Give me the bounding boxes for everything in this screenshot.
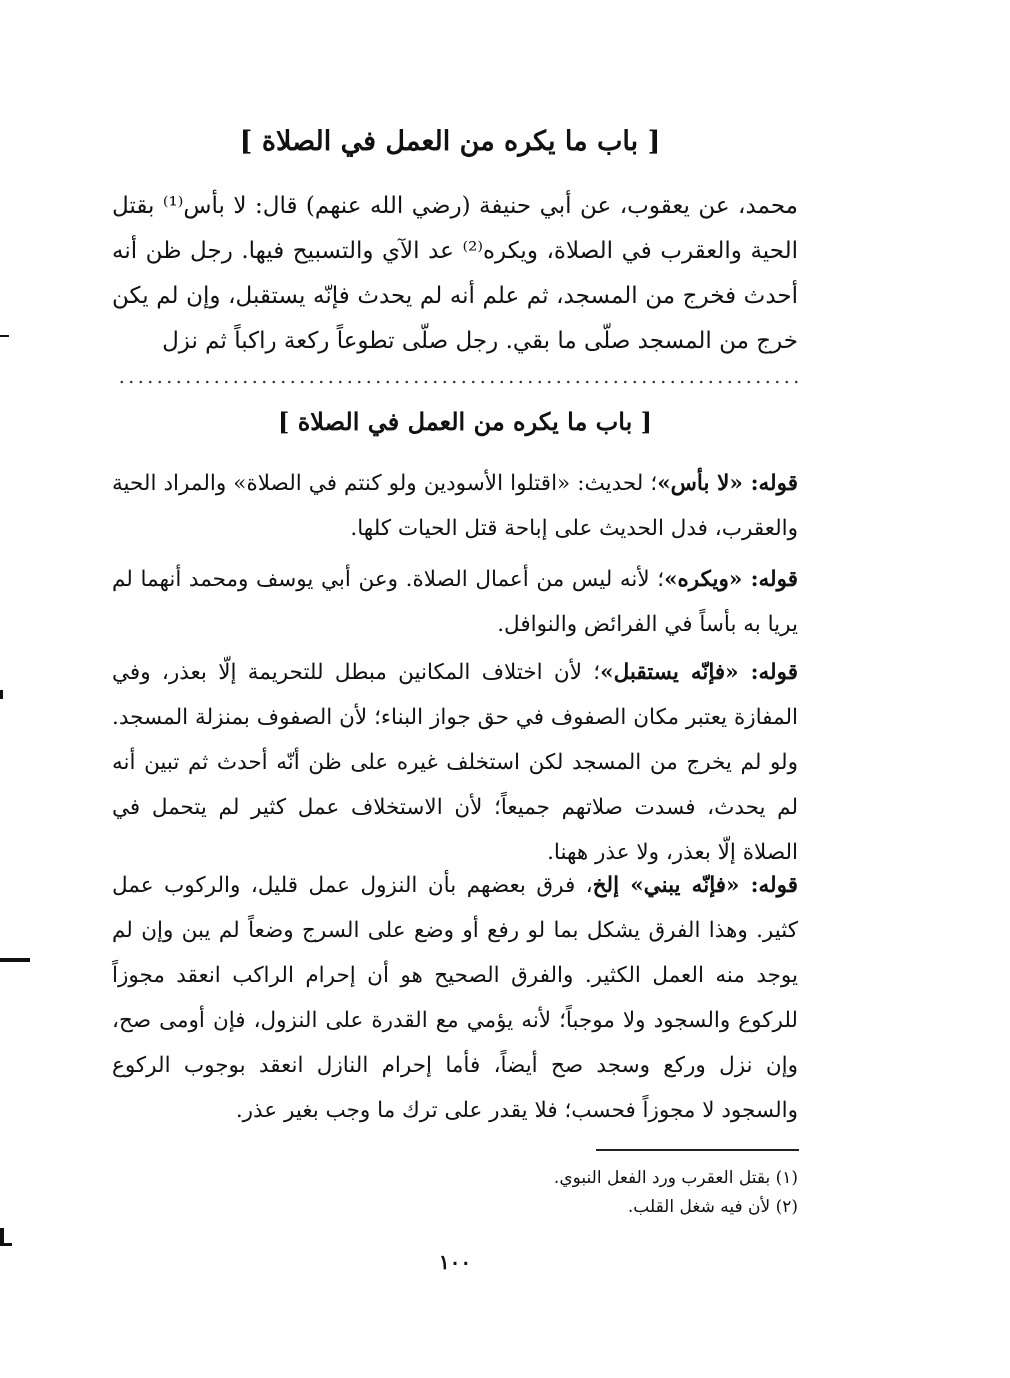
footnote: (٢) لأن فيه شغل القلب.	[627, 1197, 798, 1217]
commentary-heading: [ باب ما يكره من العمل في الصلاة ]	[278, 407, 652, 436]
chapter-heading: [ باب ما يكره من العمل في الصلاة ]	[239, 126, 661, 157]
commentary-lead: قوله: «فإنّه يستقبل»	[600, 660, 798, 685]
commentary-paragraph	[112, 461, 798, 551]
page-number: ١٠٠	[438, 1250, 472, 1274]
commentary-lead: قوله: «ويكره»	[664, 567, 798, 592]
footnote-rule	[596, 1149, 799, 1151]
commentary-body: ؛ لحديث: «اقتلوا الأسودين ولو كنتم في الصلاة» والمراد الحية والعقرب، فدل الحديث على إباحة قتل الحيات كلها.	[112, 471, 798, 541]
commentary-body: ؛ لأنه ليس من أعمال الصلاة. وعن أبي يوسف ومحمد أنهما لم يريا به بأساً في الفرائض والنوافل.	[112, 567, 798, 637]
commentary-paragraph	[112, 557, 798, 647]
commentary-lead: قوله: «لا بأس»	[657, 471, 798, 496]
margin-mark	[0, 1228, 4, 1244]
margin-mark	[0, 1243, 12, 1246]
commentary-paragraph	[112, 650, 798, 875]
dotted-separator	[117, 380, 801, 384]
margin-mark	[0, 690, 3, 699]
margin-mark	[0, 335, 9, 337]
commentary-body: ؛ لأن اختلاف المكانين مبطل للتحريمة إلّا بعذر، وفي المفازة يعتبر مكان الصفوف في حق جواز البناء؛ لأن الصفوف بمنزلة المسجد. ولو لم يخرج من المسجد لكن استخلف غيره على ظن أنّه أحدث ثم تبين أنه لم يحدث، فسدت صلاتهم جميعاً؛ لأن الاستخلاف عمل كثير لم يتحمل في الصلاة إلّا بعذر، ولا عذر ههنا.	[112, 660, 798, 865]
commentary-paragraph	[112, 863, 798, 1133]
margin-mark	[0, 958, 30, 962]
footnote: (١) بقتل العقرب ورد الفعل النبوي.	[553, 1168, 798, 1188]
commentary-lead: قوله: «فإنّه يبني» إلخ	[592, 873, 798, 898]
main-text-paragraph: محمد، عن يعقوب، عن أبي حنيفة (رضي الله عنهم) قال: لا بأس⁽¹⁾ بقتل الحية والعقرب في الصلاة، ويكره⁽²⁾ عد الآي والتسبيح فيها. رجل ظن أنه أحدث فخرج من المسجد، ثم علم أنه لم يحدث فإنّه يستقبل، وإن لم يكن خرج من المسجد صلّى ما بقي. رجل صلّى تطوعاً ركعة راكباً ثم نزل	[112, 193, 798, 354]
commentary-body: ، فرق بعضهم بأن النزول عمل قليل، والركوب عمل كثير. وهذا الفرق يشكل بما لو رفع أو وضع على السرج وضعاً لم يبن وإن لم يوجد منه العمل الكثير. والفرق الصحيح هو أن إحرام الراكب انعقد مجوزاً للركوع والسجود ولا موجباً؛ لأنه يؤمي مع القدرة على النزول، فإن أومى صح، وإن نزل وركع وسجد صح أيضاً، فأما إحرام النازل انعقد بوجوب الركوع والسجود لا مجوزاً فحسب؛ فلا يقدر على ترك ما وجب بغير عذر.	[112, 873, 798, 1123]
